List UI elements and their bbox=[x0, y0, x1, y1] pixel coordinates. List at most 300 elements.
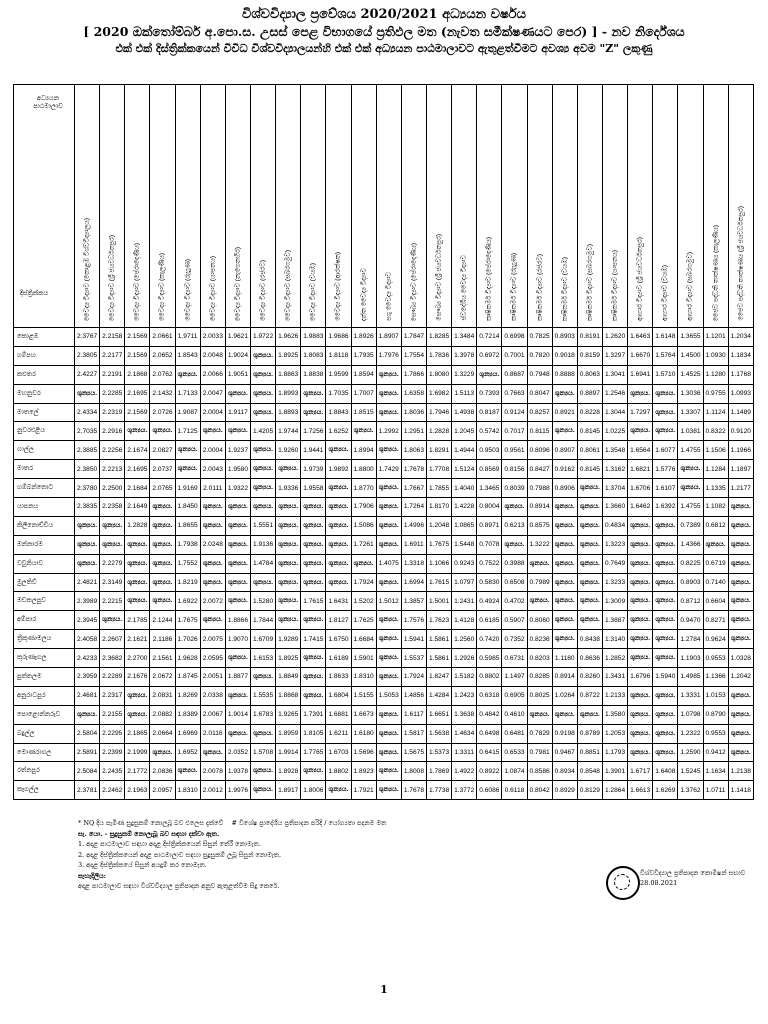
z-score-cell: 1.9378 bbox=[225, 762, 250, 781]
z-score-cell: 1.8285 bbox=[426, 328, 451, 347]
z-score-cell: 1.3229 bbox=[452, 365, 477, 384]
z-score-cell: 1.7678 bbox=[401, 460, 426, 479]
z-score-cell: 1.4944 bbox=[452, 441, 477, 460]
district-cell: අනුරාධපුර bbox=[14, 686, 75, 705]
z-score-cell: 2.0066 bbox=[200, 365, 225, 384]
course-header bbox=[75, 85, 100, 328]
z-score-cell: ශුන්‍යය. bbox=[376, 384, 401, 403]
z-score-cell: ශුන්‍යය. bbox=[225, 554, 250, 573]
z-score-cell: ශුන්‍යය. bbox=[376, 498, 401, 517]
district-cell: මන්නාරම bbox=[14, 535, 75, 554]
z-score-cell: ශුන්‍යය. bbox=[552, 516, 577, 535]
corner-cell bbox=[14, 85, 75, 328]
district-cell: බදුල්ල bbox=[14, 724, 75, 743]
z-score-cell: 0.9553 bbox=[703, 649, 728, 668]
course-header bbox=[100, 85, 125, 328]
z-score-cell: 1.5861 bbox=[426, 630, 451, 649]
z-score-cell: ශුන්‍යය. bbox=[376, 516, 401, 535]
z-score-cell: 1.9558 bbox=[301, 479, 326, 498]
district-cell: මොණරාගල bbox=[14, 743, 75, 762]
z-score-cell: 0.7989 bbox=[527, 573, 552, 592]
z-score-cell: ශුන්‍යය. bbox=[225, 384, 250, 403]
z-score-cell: 1.1284 bbox=[703, 460, 728, 479]
z-score-cell: 1.9289 bbox=[276, 630, 301, 649]
z-score-cell: 2.1999 bbox=[125, 743, 150, 762]
z-score-cell: 1.1966 bbox=[728, 441, 753, 460]
z-score-cell: ශුන්‍යය. bbox=[527, 554, 552, 573]
z-score-cell: 1.8219 bbox=[175, 573, 200, 592]
z-score-cell: ශුන්‍යය. bbox=[301, 611, 326, 630]
course-header bbox=[376, 85, 401, 328]
z-score-cell: 1.6463 bbox=[628, 328, 653, 347]
z-score-cell: ශුන්‍යය. bbox=[225, 535, 250, 554]
z-score-cell: ශුන්‍යය. bbox=[376, 611, 401, 630]
z-score-cell: 1.4985 bbox=[678, 668, 703, 687]
table-row bbox=[14, 649, 754, 668]
z-score-cell: ශුන්‍යය. bbox=[301, 516, 326, 535]
district-cell: ත්‍රිකුණාමලය bbox=[14, 630, 75, 649]
z-score-cell: 0.8921 bbox=[552, 403, 577, 422]
z-score-cell: 1.7678 bbox=[401, 781, 426, 800]
z-score-cell: 1.9336 bbox=[276, 479, 301, 498]
course-header bbox=[276, 85, 301, 328]
z-score-cell: 1.6564 bbox=[628, 441, 653, 460]
z-score-cell: 1.5776 bbox=[653, 460, 678, 479]
course-header bbox=[150, 85, 175, 328]
z-score-cell: ශුන්‍යය. bbox=[276, 554, 301, 573]
z-score-cell: 2.4058 bbox=[75, 630, 100, 649]
z-score-cell: 1.8006 bbox=[301, 781, 326, 800]
z-score-cell: 1.7264 bbox=[401, 498, 426, 517]
z-score-cell: ශුන්‍යය. bbox=[653, 649, 678, 668]
district-cell: ගම්පහ bbox=[14, 346, 75, 365]
district-cell: යාපනය bbox=[14, 498, 75, 517]
z-score-cell: ශුන්‍යය. bbox=[653, 535, 678, 554]
z-score-cell: 1.7866 bbox=[401, 365, 426, 384]
z-score-cell: 0.8260 bbox=[577, 668, 602, 687]
z-score-cell: 2.0957 bbox=[150, 781, 175, 800]
z-score-cell: 1.4634 bbox=[452, 724, 477, 743]
z-score-cell: 0.6185 bbox=[477, 611, 502, 630]
z-score-cell: 1.0264 bbox=[552, 686, 577, 705]
z-score-cell: 1.3580 bbox=[602, 705, 627, 724]
z-score-cell: ශුන්‍යය. bbox=[175, 762, 200, 781]
z-score-cell: 2.2213 bbox=[100, 460, 125, 479]
z-score-cell: 2.0033 bbox=[200, 328, 225, 347]
document-title: විශ්වවිද්‍යාල ප්‍රවේශය 2020/2021 අධ්‍යයන වර්ෂය bbox=[242, 7, 526, 22]
z-score-cell: 2.3989 bbox=[75, 592, 100, 611]
z-score-cell: 0.4842 bbox=[477, 705, 502, 724]
z-score-cell: 0.8971 bbox=[477, 516, 502, 535]
z-score-cell: 2.1963 bbox=[125, 781, 150, 800]
z-score-cell: 0.8903 bbox=[552, 328, 577, 347]
z-score-cell: 1.6431 bbox=[326, 592, 351, 611]
z-score-cell: ශුන්‍යය. bbox=[326, 479, 351, 498]
z-score-cell: 1.4922 bbox=[452, 762, 477, 781]
z-score-cell: 1.7007 bbox=[351, 384, 376, 403]
z-score-cell: 1.8917 bbox=[276, 781, 301, 800]
z-score-cell: ශුන්‍යය. bbox=[376, 479, 401, 498]
z-score-cell: ශුන්‍යය. bbox=[628, 611, 653, 630]
z-score-cell: 1.6706 bbox=[628, 479, 653, 498]
z-score-cell: 0.8236 bbox=[527, 630, 552, 649]
z-score-cell: 1.6941 bbox=[628, 365, 653, 384]
z-score-cell: 1.7938 bbox=[175, 535, 200, 554]
z-score-cell: 1.1180 bbox=[552, 649, 577, 668]
z-score-cell: ශුන්‍යය. bbox=[200, 743, 225, 762]
z-score-cell: 1.5053 bbox=[376, 686, 401, 705]
z-score-cell: ශුන්‍යය. bbox=[250, 762, 275, 781]
z-score-cell: 1.8838 bbox=[301, 365, 326, 384]
district-cell: මාතර bbox=[14, 460, 75, 479]
z-score-cell: ශුන්‍යය. bbox=[653, 705, 678, 724]
z-score-cell: 2.1621 bbox=[125, 630, 150, 649]
z-score-cell: 1.8008 bbox=[401, 762, 426, 781]
z-score-cell: 0.8922 bbox=[477, 762, 502, 781]
course-header bbox=[653, 85, 678, 328]
course-header-label: වෛද්‍ය විද්‍යාව (රුහුණ) bbox=[184, 259, 192, 321]
z-score-cell: 1.4755 bbox=[678, 498, 703, 517]
z-score-cell: 1.0930 bbox=[703, 346, 728, 365]
signature-block bbox=[640, 868, 760, 888]
z-score-cell: 1.6408 bbox=[653, 762, 678, 781]
z-score-cell: 1.5373 bbox=[426, 743, 451, 762]
z-score-cell: 1.9136 bbox=[250, 535, 275, 554]
z-score-cell: 0.5907 bbox=[502, 611, 527, 630]
z-score-cell: 1.7415 bbox=[301, 630, 326, 649]
z-score-cell: 1.6684 bbox=[351, 630, 376, 649]
z-score-cell: 1.8868 bbox=[276, 686, 301, 705]
z-score-cell: ශුන්‍යය. bbox=[200, 554, 225, 573]
z-score-cell: 0.8159 bbox=[577, 346, 602, 365]
z-score-cell: 1.0328 bbox=[728, 649, 753, 668]
z-score-cell: 1.7921 bbox=[351, 781, 376, 800]
table-row bbox=[14, 498, 754, 517]
course-header bbox=[301, 85, 326, 328]
table-row bbox=[14, 630, 754, 649]
course-header-label: ආහාර විද්‍යාව (සබරගමුව) bbox=[686, 252, 694, 321]
z-score-cell: 1.1497 bbox=[502, 668, 527, 687]
z-score-cell: ශුන්‍යය. bbox=[225, 498, 250, 517]
z-score-cell: 1.5696 bbox=[351, 743, 376, 762]
z-score-cell: ශුන්‍යය. bbox=[628, 743, 653, 762]
z-score-cell: 1.5182 bbox=[452, 668, 477, 687]
z-score-cell: 2.1569 bbox=[125, 328, 150, 347]
z-score-cell: 1.9117 bbox=[225, 403, 250, 422]
z-score-cell: 1.2138 bbox=[728, 762, 753, 781]
z-score-cell: 2.2399 bbox=[100, 743, 125, 762]
z-score-cell: 1.2322 bbox=[678, 724, 703, 743]
z-score-cell: 1.6982 bbox=[426, 384, 451, 403]
z-score-table bbox=[13, 84, 754, 800]
z-score-cell: 0.9162 bbox=[552, 460, 577, 479]
z-score-cell: 1.9739 bbox=[301, 460, 326, 479]
z-score-cell: ශුන්‍යය. bbox=[225, 573, 250, 592]
z-score-cell: 1.1897 bbox=[728, 460, 753, 479]
z-score-cell: 2.0075 bbox=[200, 630, 225, 649]
z-score-cell: 2.3780 bbox=[75, 479, 100, 498]
z-score-cell: 0.8851 bbox=[577, 743, 602, 762]
z-score-cell: ශුන්‍යය. bbox=[628, 516, 653, 535]
z-score-cell: 1.5113 bbox=[452, 384, 477, 403]
z-score-cell: ශුන්‍යය. bbox=[728, 573, 753, 592]
z-score-cell: 1.6613 bbox=[628, 781, 653, 800]
z-score-cell: ශුන්‍යය. bbox=[728, 743, 753, 762]
z-score-cell: ශුන්‍යය. bbox=[678, 460, 703, 479]
z-score-cell: 1.5448 bbox=[452, 535, 477, 554]
z-score-cell: 1.6881 bbox=[326, 705, 351, 724]
z-score-cell: ශුන්‍යය. bbox=[552, 554, 577, 573]
course-header bbox=[225, 85, 250, 328]
z-score-cell: ශුන්‍යය. bbox=[653, 554, 678, 573]
z-score-cell: 2.1785 bbox=[125, 611, 150, 630]
z-score-cell: 1.0381 bbox=[678, 422, 703, 441]
z-score-cell: 0.8548 bbox=[577, 762, 602, 781]
course-header-label: සෞඛ්‍ය විද්‍යාව (ශ්‍රී ජයවර්ධනපුර) bbox=[435, 234, 443, 321]
z-score-cell: 1.7623 bbox=[426, 611, 451, 630]
course-header-label: කෘෂිකර්ම විද්‍යාව (පේරාදෙණිය) bbox=[485, 237, 493, 321]
z-score-cell: ශුන්‍යය. bbox=[552, 498, 577, 517]
z-score-cell: 1.6717 bbox=[628, 762, 653, 781]
z-score-cell: 2.0737 bbox=[150, 460, 175, 479]
z-score-cell: 1.4228 bbox=[452, 498, 477, 517]
z-score-cell: 1.7738 bbox=[426, 781, 451, 800]
z-score-cell: ශුන්‍යය. bbox=[250, 573, 275, 592]
z-score-cell: ශුන්‍යය. bbox=[326, 498, 351, 517]
z-score-cell: 1.9686 bbox=[326, 328, 351, 347]
course-header-label: ස්වදේශීය වෛද්‍ය විද්‍යාව bbox=[460, 255, 468, 321]
course-axis-label: අධ්‍යයන පාඨමාලාව bbox=[33, 95, 63, 110]
z-score-cell: 1.7946 bbox=[426, 403, 451, 422]
z-score-cell: 2.0352 bbox=[225, 743, 250, 762]
z-score-cell: 0.8722 bbox=[577, 686, 602, 705]
z-score-cell: ශුන්‍යය. bbox=[577, 573, 602, 592]
z-score-cell: 1.3901 bbox=[602, 762, 627, 781]
z-score-cell: 0.9755 bbox=[703, 384, 728, 403]
z-score-cell: 0.5985 bbox=[477, 649, 502, 668]
z-score-cell: 1.6269 bbox=[653, 781, 678, 800]
z-score-cell: 0.8888 bbox=[552, 365, 577, 384]
z-score-cell: 1.2992 bbox=[376, 422, 401, 441]
z-score-cell: 0.8934 bbox=[552, 762, 577, 781]
district-cell: මාතලේ bbox=[14, 403, 75, 422]
z-score-cell: 1.7552 bbox=[175, 554, 200, 573]
course-header bbox=[602, 85, 627, 328]
z-score-cell: ශුන්‍යය. bbox=[125, 554, 150, 573]
z-score-cell: ශුන්‍යය. bbox=[150, 516, 175, 535]
z-score-cell: 1.6148 bbox=[653, 328, 678, 347]
z-score-cell: 1.8063 bbox=[401, 441, 426, 460]
z-score-cell: 2.3767 bbox=[75, 328, 100, 347]
z-score-cell: 0.8929 bbox=[552, 781, 577, 800]
z-score-cell: 1.8802 bbox=[326, 762, 351, 781]
course-header-label: වෛද්‍ය විද්‍යාව (යාපනය) bbox=[209, 255, 217, 321]
z-score-cell: 0.8257 bbox=[527, 403, 552, 422]
document-header bbox=[0, 6, 768, 57]
footnote-item-5: අදාළ පාඨමාලාව සඳහා විශ්වවිද්‍යාල ප්‍රතිපාදන අනුව ඇතුළත්වීම සිදු කෙරේ. bbox=[78, 882, 280, 890]
z-score-cell: 2.0047 bbox=[200, 384, 225, 403]
z-score-cell: 0.7820 bbox=[527, 346, 552, 365]
district-cell: කිලිනොච්චිය bbox=[14, 516, 75, 535]
z-score-cell: ශුන්‍යය. bbox=[628, 630, 653, 649]
z-score-cell: 1.2852 bbox=[602, 649, 627, 668]
z-score-cell: 2.4821 bbox=[75, 573, 100, 592]
z-score-cell: ශුන්‍යය. bbox=[628, 573, 653, 592]
z-score-cell: 1.9621 bbox=[225, 328, 250, 347]
course-header bbox=[326, 85, 351, 328]
z-score-cell: 1.6783 bbox=[250, 705, 275, 724]
z-score-cell: ශුන්‍යය. bbox=[376, 535, 401, 554]
z-score-cell: ශුන්‍යය. bbox=[552, 535, 577, 554]
z-score-cell: 1.5708 bbox=[250, 743, 275, 762]
z-score-cell: ශුන්‍යය. bbox=[728, 498, 753, 517]
course-header bbox=[175, 85, 200, 328]
course-header bbox=[401, 85, 426, 328]
z-score-cell: 2.5891 bbox=[75, 743, 100, 762]
z-score-cell: 2.0338 bbox=[200, 686, 225, 705]
z-score-cell: ශුන්‍යය. bbox=[653, 724, 678, 743]
z-score-cell: 1.8269 bbox=[175, 686, 200, 705]
z-score-cell: ශුන්‍යය. bbox=[728, 630, 753, 649]
z-score-cell: 1.3638 bbox=[452, 705, 477, 724]
z-score-cell: 0.8115 bbox=[527, 422, 552, 441]
z-score-cell: 1.7554 bbox=[401, 346, 426, 365]
z-score-cell: ශුන්‍යය. bbox=[150, 592, 175, 611]
z-score-cell: ශුන්‍යය. bbox=[653, 516, 678, 535]
z-score-cell: 1.4500 bbox=[678, 346, 703, 365]
z-score-cell: 2.1432 bbox=[150, 384, 175, 403]
table-row bbox=[14, 705, 754, 724]
z-score-cell: 1.3297 bbox=[602, 346, 627, 365]
z-score-cell: ශුන්‍යය. bbox=[276, 460, 301, 479]
z-score-cell: 1.7924 bbox=[351, 573, 376, 592]
table-row bbox=[14, 743, 754, 762]
z-score-cell: 1.8170 bbox=[426, 498, 451, 517]
z-score-cell: 1.0993 bbox=[728, 384, 753, 403]
z-score-cell: ශුන්‍යය. bbox=[577, 516, 602, 535]
z-score-cell: 2.0836 bbox=[150, 762, 175, 781]
district-cell: අම්පාර bbox=[14, 611, 75, 630]
z-score-cell: 0.8903 bbox=[678, 573, 703, 592]
z-score-cell: 1.2620 bbox=[602, 328, 627, 347]
z-score-cell: 1.1903 bbox=[678, 649, 703, 668]
z-score-cell: ශුන්‍යය. bbox=[150, 573, 175, 592]
course-header-label: කෘෂිකර්ම විද්‍යාව (සබරගමුව) bbox=[586, 243, 594, 321]
district-cell: ගාල්ල bbox=[14, 441, 75, 460]
z-score-cell: 1.6673 bbox=[351, 705, 376, 724]
z-score-cell: 0.9124 bbox=[502, 403, 527, 422]
z-score-cell: 2.1684 bbox=[125, 479, 150, 498]
z-score-cell: 1.8594 bbox=[351, 365, 376, 384]
z-score-cell: 1.8863 bbox=[276, 365, 301, 384]
table-row bbox=[14, 479, 754, 498]
z-score-cell: ශුන්‍යය. bbox=[276, 516, 301, 535]
z-score-cell: 2.1695 bbox=[125, 384, 150, 403]
z-score-cell: 1.3041 bbox=[602, 365, 627, 384]
z-score-cell: 1.3162 bbox=[602, 460, 627, 479]
z-score-cell: 0.8060 bbox=[527, 611, 552, 630]
z-score-cell: 0.9561 bbox=[502, 441, 527, 460]
z-score-cell: 0.5830 bbox=[477, 573, 502, 592]
z-score-cell: 1.9014 bbox=[225, 705, 250, 724]
z-score-cell: ශුන්‍යය. bbox=[225, 724, 250, 743]
table-row bbox=[14, 611, 754, 630]
z-score-cell: 0.8228 bbox=[577, 403, 602, 422]
z-score-cell: 1.8310 bbox=[351, 668, 376, 687]
z-score-cell: 1.7035 bbox=[326, 384, 351, 403]
z-score-cell: 1.4525 bbox=[678, 365, 703, 384]
course-header-label: වෛද්‍ය විද්‍යාව (පේරාදෙණිය) bbox=[133, 243, 141, 321]
z-score-cell: 2.0595 bbox=[200, 649, 225, 668]
z-score-cell: 0.7948 bbox=[527, 365, 552, 384]
z-score-cell: ශුන්‍යය. bbox=[728, 705, 753, 724]
district-cell: මඩකලපුව bbox=[14, 592, 75, 611]
z-score-cell: 1.8770 bbox=[351, 479, 376, 498]
z-score-cell: ශුන්‍යය. bbox=[653, 573, 678, 592]
z-score-cell: 0.6118 bbox=[502, 781, 527, 800]
z-score-cell: 1.5086 bbox=[351, 516, 376, 535]
z-score-cell: 0.8712 bbox=[678, 592, 703, 611]
document-subtitle: [ 2020 ඔක්තෝම්බර් අ.පො.ස. උසස් පෙළ විභාගයේ ප්‍රතිඵල මත (නැවත සමීක්ෂණයට පෙර) ] - නව නිර්දේශය bbox=[83, 24, 685, 39]
z-score-cell: ශුන්‍යය. bbox=[175, 460, 200, 479]
z-score-cell: 2.0116 bbox=[200, 724, 225, 743]
z-score-cell: 1.8655 bbox=[175, 516, 200, 535]
z-score-cell: 1.2045 bbox=[452, 422, 477, 441]
z-score-cell: ශුන්‍යය. bbox=[301, 686, 326, 705]
course-header bbox=[426, 85, 451, 328]
z-score-cell: ශුන්‍යය. bbox=[502, 535, 527, 554]
z-score-cell: ශුන්‍යය. bbox=[728, 535, 753, 554]
z-score-cell: 1.8036 bbox=[401, 403, 426, 422]
z-score-cell: 1.9441 bbox=[301, 441, 326, 460]
z-score-cell: 2.0043 bbox=[200, 460, 225, 479]
z-score-cell: 1.3548 bbox=[602, 441, 627, 460]
course-header-label: වෛද්‍ය විද්‍යාව (නැගෙනහිර) bbox=[234, 246, 242, 321]
z-score-cell: 1.9711 bbox=[175, 328, 200, 347]
z-score-cell: 1.8745 bbox=[175, 668, 200, 687]
z-score-cell: 0.6415 bbox=[477, 743, 502, 762]
footnote-1b: # විශේෂ ප්‍රාදේශීය ප්‍රතිපාදන පරිදි / යෝග්‍යතා පදනම මත bbox=[231, 819, 387, 827]
z-score-cell: 1.8923 bbox=[351, 762, 376, 781]
z-score-cell: 1.9070 bbox=[225, 630, 250, 649]
z-score-cell: ශුන්‍යය. bbox=[276, 611, 301, 630]
z-score-cell: 1.9976 bbox=[225, 781, 250, 800]
z-score-cell: 1.5124 bbox=[452, 460, 477, 479]
z-score-cell: ශුන්‍යය. bbox=[728, 686, 753, 705]
table-row bbox=[14, 554, 754, 573]
z-score-cell: 0.6604 bbox=[703, 592, 728, 611]
z-score-cell: 1.5202 bbox=[351, 592, 376, 611]
z-score-cell: ශුන්‍යය. bbox=[326, 441, 351, 460]
z-score-cell: 1.4366 bbox=[678, 535, 703, 554]
z-score-cell: ශුන්‍යය. bbox=[376, 724, 401, 743]
z-score-cell: 0.8187 bbox=[477, 403, 502, 422]
z-score-cell: 0.8687 bbox=[502, 365, 527, 384]
z-score-cell: 1.2784 bbox=[678, 630, 703, 649]
z-score-cell: 1.8993 bbox=[276, 384, 301, 403]
z-score-cell: 2.2191 bbox=[100, 365, 125, 384]
z-score-cell: 1.7625 bbox=[351, 611, 376, 630]
z-score-cell: 1.6750 bbox=[326, 630, 351, 649]
z-score-cell: 0.6481 bbox=[502, 724, 527, 743]
z-score-cell: 0.8096 bbox=[527, 441, 552, 460]
z-score-cell: 0.8586 bbox=[527, 762, 552, 781]
z-score-cell: 0.6086 bbox=[477, 781, 502, 800]
table-row bbox=[14, 403, 754, 422]
z-score-cell: 0.6508 bbox=[502, 573, 527, 592]
z-score-cell: 1.8450 bbox=[175, 498, 200, 517]
z-score-cell: 1.3318 bbox=[401, 554, 426, 573]
